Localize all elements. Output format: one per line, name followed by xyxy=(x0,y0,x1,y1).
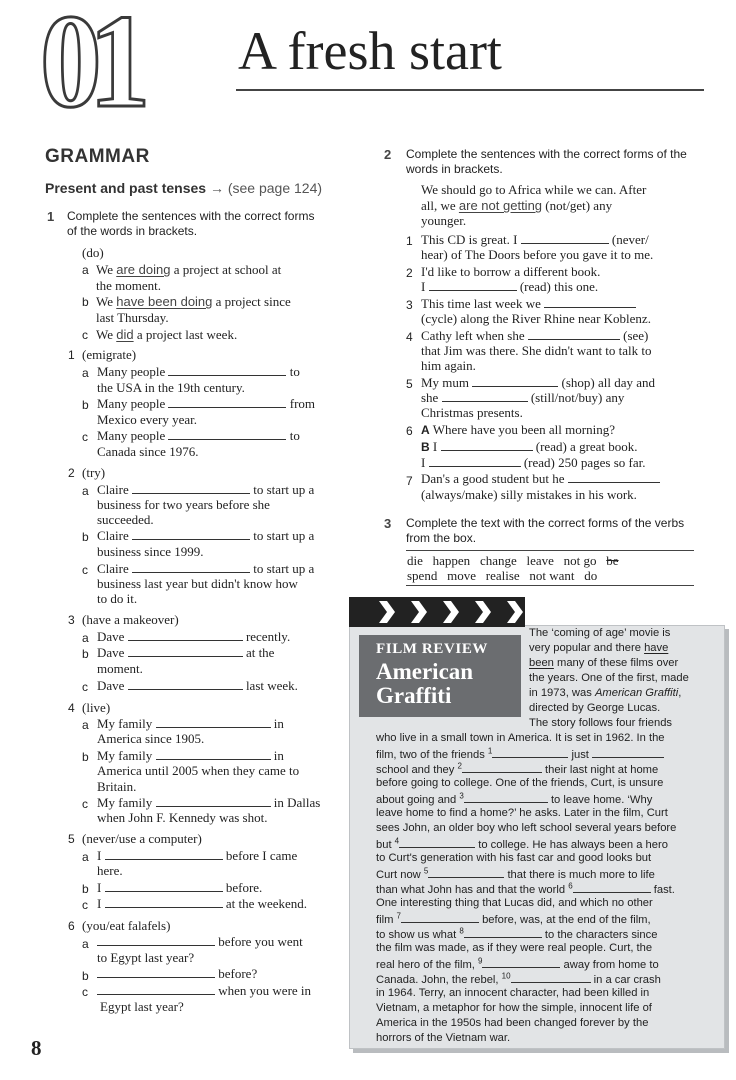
review-text-line: real hero of the film, $^9$ away from home to xyxy=(376,956,659,971)
answer-blank[interactable] xyxy=(568,471,660,483)
question-number: 3 xyxy=(406,298,413,312)
review-text-line: film, two of the friends $^1$ just xyxy=(376,746,664,763)
answer-blank[interactable] xyxy=(492,746,568,758)
answer-blank[interactable] xyxy=(429,279,517,291)
question-number: 1 xyxy=(406,234,413,248)
item-letter: b xyxy=(82,398,89,412)
question-number: 1 xyxy=(68,348,75,362)
review-text-line: the film was made, as if they were real people. Curt, the xyxy=(376,942,653,954)
word-box-item: die xyxy=(407,553,423,568)
unit-title: A fresh start xyxy=(238,21,502,81)
answer-blank[interactable] xyxy=(401,911,479,923)
text-line: business last year but didn't know how xyxy=(97,576,298,591)
answer-blank[interactable] xyxy=(464,926,542,938)
review-text-line: sees John, an older boy who left school several years before xyxy=(376,822,677,834)
section-heading: GRAMMAR xyxy=(45,146,150,167)
review-text-line: in 1973, was American Graffiti, xyxy=(529,687,682,699)
text-line: here. xyxy=(97,863,123,878)
item-prompt: (have a makeover) xyxy=(82,612,179,627)
text-line: hear) of The Doors before you gave it to me. xyxy=(421,247,654,262)
gap-line: she (still/not/buy) any xyxy=(421,390,625,405)
word-box-rule xyxy=(406,550,694,551)
word-box-rule xyxy=(406,585,694,586)
page-number: 8 xyxy=(31,1036,42,1060)
gap-line: I at the weekend. xyxy=(97,896,308,911)
gap-line: Many people from xyxy=(97,396,316,411)
review-text-line: to Curt's generation with his fast car and good looks but xyxy=(376,852,652,864)
item-letter: a xyxy=(82,631,89,645)
review-text-line: America in the 1950s had been changed forever by the xyxy=(376,1017,649,1029)
example-line: We should go to Africa while we can. After xyxy=(421,182,647,197)
review-text-line: Curt now $^5$ that there is much more to life xyxy=(376,866,655,881)
question-number: 5 xyxy=(68,832,75,846)
exercise-number: 3 xyxy=(384,516,392,531)
item-letter: b xyxy=(82,750,89,764)
gap-line: My mum (shop) all day and xyxy=(421,375,656,390)
answer-blank[interactable] xyxy=(156,795,271,807)
gap-line: Cathy left when she (see) xyxy=(421,328,649,343)
item-letter: b xyxy=(82,969,89,983)
film-title: American Graffiti xyxy=(376,659,474,708)
example-line: last Thursday. xyxy=(96,310,169,325)
word-box-row xyxy=(407,568,597,584)
subsection-heading xyxy=(45,180,322,196)
word-box-item: change xyxy=(479,553,517,568)
answer-blank[interactable] xyxy=(132,561,250,573)
text-line: to Egypt last year? xyxy=(97,950,195,965)
gap-line: when you were in xyxy=(97,983,311,999)
answer-blank[interactable] xyxy=(544,296,636,308)
gap-line: I before. xyxy=(97,880,263,895)
text-line: to do it. xyxy=(97,591,138,606)
review-text-line: One interesting thing that Lucas did, and which no other xyxy=(376,897,653,909)
gap-line: My family in xyxy=(97,716,284,731)
gap-line: Many people to xyxy=(97,428,300,443)
item-prompt: (you/eat falafels) xyxy=(82,918,171,933)
example-answer: did xyxy=(116,327,134,342)
review-text-line: The story follows four friends xyxy=(529,717,673,729)
gap-line: Many people to xyxy=(97,364,300,379)
gap-line: My family in xyxy=(97,748,284,763)
item-letter: a xyxy=(82,937,89,951)
text-line: when John F. Kennedy was shot. xyxy=(97,810,268,825)
gap-line: before you went xyxy=(97,934,303,950)
answer-blank[interactable] xyxy=(168,364,286,376)
text-line: that Jim was there. She didn't want to talk to xyxy=(421,343,652,358)
review-text-line: very popular and there have xyxy=(529,642,669,654)
answer-blank[interactable] xyxy=(462,761,542,773)
word-box-item: not go xyxy=(563,553,597,568)
review-text-line: to show us what $^8$ to the characters since xyxy=(376,926,658,941)
exercise-instruction: from the box. xyxy=(406,531,477,545)
answer-blank[interactable] xyxy=(168,428,286,440)
review-text-line: leave home to find a home?’ he asks. Later in the film, Curt xyxy=(376,807,668,819)
example-line: all, we are not getting (not/get) any xyxy=(421,198,613,213)
item-letter: c xyxy=(82,898,88,912)
review-text-line: directed by George Lucas. xyxy=(529,702,661,714)
gap-line: My family in Dallas xyxy=(97,795,321,810)
item-letter: a xyxy=(82,263,89,277)
item-letter: b xyxy=(82,882,89,896)
review-text-line: Canada. John, the rebel, $^{10}$ in a car crash xyxy=(376,971,661,986)
subsection-title: Present and past tenses xyxy=(45,180,207,196)
item-prompt: (try) xyxy=(82,465,106,480)
item-letter: b xyxy=(82,530,89,544)
exercise-instruction: Complete the sentences with the correct forms of the xyxy=(406,147,687,161)
review-text-line: about going and $^3$ to leave home. ‘Why xyxy=(376,791,653,806)
gap-line: I (read) 250 pages so far. xyxy=(421,455,646,470)
text-line: succeeded. xyxy=(97,512,154,527)
answer-blank[interactable] xyxy=(521,232,609,244)
example-line: a We are doing a project at school at xyxy=(82,262,282,277)
answer-blank[interactable] xyxy=(105,896,223,908)
see-page-reference: → (see page 124) xyxy=(209,180,323,196)
question-number: 5 xyxy=(406,377,413,391)
exercise-number: 1 xyxy=(47,209,55,224)
example-line: the moment. xyxy=(96,278,161,293)
text-line: business for two years before she xyxy=(97,497,270,512)
text-line: Canada since 1976. xyxy=(97,444,199,459)
item-prompt: (emigrate) xyxy=(82,347,137,362)
dialogue-line: B I (read) a great book. xyxy=(421,439,638,454)
example-line: c We did a project last week. xyxy=(82,327,238,342)
question-number: 4 xyxy=(406,330,413,344)
item-letter: c xyxy=(82,680,88,694)
item-letter: c xyxy=(82,563,88,577)
example-answer: have xyxy=(644,642,669,654)
answer-blank[interactable] xyxy=(441,439,533,451)
review-text-line: Vietnam, a metaphor for how the simple, innocent life of xyxy=(376,1002,652,1014)
item-letter: c xyxy=(82,430,88,444)
example-answer: have been doing xyxy=(116,294,213,309)
example-line: younger. xyxy=(421,213,467,228)
word-box-row xyxy=(407,553,619,569)
answer-blank[interactable] xyxy=(573,881,651,893)
answer-blank[interactable] xyxy=(429,455,521,467)
answer-blank[interactable] xyxy=(128,678,243,690)
answer-blank[interactable] xyxy=(156,716,271,728)
question-number: 3 xyxy=(68,613,75,627)
answer-blank[interactable] xyxy=(97,983,215,995)
answer-blank[interactable] xyxy=(511,971,591,983)
unit-number: 01 xyxy=(40,0,138,135)
item-prompt: (live) xyxy=(82,700,111,715)
item-prompt: (never/use a computer) xyxy=(82,831,202,846)
answer-blank[interactable] xyxy=(464,791,548,803)
item-letter: a xyxy=(82,484,89,498)
answer-blank[interactable] xyxy=(168,396,286,408)
text-line: America since 1905. xyxy=(97,731,205,746)
answer-blank[interactable] xyxy=(128,645,243,657)
text-line: Mexico every year. xyxy=(97,412,197,427)
answer-blank[interactable] xyxy=(592,746,664,758)
title-rule xyxy=(236,89,704,91)
clapperboard-icon xyxy=(349,597,525,627)
text-line: moment. xyxy=(97,661,143,676)
exercise-number: 2 xyxy=(384,147,392,162)
word-box-item-used: be xyxy=(606,553,619,568)
gap-line: I before I came xyxy=(97,848,298,863)
gap-line: Claire to start up a xyxy=(97,482,315,497)
answer-blank[interactable] xyxy=(428,866,504,878)
review-text-line: film $^7$ before, was, at the end of the film, xyxy=(376,911,651,926)
answer-blank[interactable] xyxy=(528,328,620,340)
text-line: Egypt last year? xyxy=(100,999,184,1014)
item-letter: c xyxy=(82,797,88,811)
item-prompt: (do) xyxy=(82,245,104,260)
review-text-line: been many of these films over xyxy=(529,657,679,669)
text-line: Christmas presents. xyxy=(421,405,523,420)
gap-line: I (read) this one. xyxy=(421,279,599,294)
gap-line: Claire to start up a xyxy=(97,561,315,576)
review-text-line: horrors of the Vietnam war. xyxy=(376,1032,511,1044)
question-number: 7 xyxy=(406,474,413,488)
review-text-line: the years. One of the first, made xyxy=(529,672,689,684)
question-number: 2 xyxy=(406,266,413,280)
exercise-instruction: Complete the text with the correct forms of the verbs xyxy=(406,516,685,530)
word-box-item: realise xyxy=(485,568,520,583)
item-letter: a xyxy=(82,366,89,380)
answer-blank[interactable] xyxy=(97,934,215,946)
answer-blank[interactable] xyxy=(399,836,475,848)
text-line: business since 1999. xyxy=(97,544,204,559)
word-box-item: spend xyxy=(407,568,438,583)
dialogue-line: A Where have you been all morning? xyxy=(421,422,615,437)
gap-line: Dave at the xyxy=(97,645,275,660)
gap-line: This CD is great. I (never/ xyxy=(421,232,649,247)
text-line: the USA in the 19th century. xyxy=(97,380,245,395)
example-answer: been xyxy=(529,657,554,669)
gap-line: before? xyxy=(97,966,257,982)
example-line: b We have been doing a project since xyxy=(82,294,291,309)
gap-line: This time last week we xyxy=(421,296,636,312)
question-number: 2 xyxy=(68,466,75,480)
word-box-item: move xyxy=(447,568,476,583)
review-text-line: than what John has and that the world $^6$ fast. xyxy=(376,881,675,896)
answer-blank[interactable] xyxy=(132,528,250,540)
question-number: 4 xyxy=(68,701,75,715)
gap-line: Dan's a good student but he xyxy=(421,471,660,487)
example-answer: are doing xyxy=(116,262,171,277)
exercise-instruction: words in brackets. xyxy=(406,162,503,176)
answer-blank[interactable] xyxy=(97,966,215,978)
text-line: (always/make) silly mistakes in his work. xyxy=(421,487,637,502)
review-text-line: who live in a small town in America. It is set in 1962. In the xyxy=(376,732,665,744)
question-number: 6 xyxy=(406,424,413,438)
review-text-line: in 1964. Terry, an innocent character, had been killed in xyxy=(376,987,650,999)
review-text-line: before going to college. One of the friends, Curt, is unsure xyxy=(376,777,664,789)
question-number: 6 xyxy=(68,919,75,933)
exercise-instruction: Complete the sentences with the correct forms xyxy=(67,209,315,223)
text-line: America until 2005 when they came to xyxy=(97,763,300,778)
item-letter: b xyxy=(82,647,89,661)
item-letter: a xyxy=(82,850,89,864)
answer-blank[interactable] xyxy=(128,629,243,641)
example-answer: are not getting xyxy=(458,198,543,213)
review-text-line: but $^4$ to college. He has always been a hero xyxy=(376,836,668,851)
answer-blank[interactable] xyxy=(132,482,250,494)
answer-blank[interactable] xyxy=(482,956,560,968)
text-line: him again. xyxy=(421,358,476,373)
gap-line: Claire to start up a xyxy=(97,528,315,543)
answer-blank[interactable] xyxy=(105,880,223,892)
review-text-line: The ‘coming of age’ movie is xyxy=(529,627,671,639)
item-letter: a xyxy=(82,718,89,732)
word-box-item: leave xyxy=(526,553,554,568)
word-box-item: happen xyxy=(432,553,471,568)
review-text-line: school and they $^2$ their last night at home xyxy=(376,761,659,776)
answer-blank[interactable] xyxy=(156,748,271,760)
word-box-item: not want xyxy=(529,568,575,583)
text-line: Britain. xyxy=(97,779,137,794)
text-line: I'd like to borrow a different book. xyxy=(421,264,601,279)
gap-line: Dave recently. xyxy=(97,629,291,644)
exercise-instruction: of the words in brackets. xyxy=(67,224,198,238)
answer-blank[interactable] xyxy=(442,390,528,402)
film-review-label: FILM REVIEW xyxy=(376,641,489,657)
answer-blank[interactable] xyxy=(105,848,223,860)
answer-blank[interactable] xyxy=(472,375,558,387)
word-box-item: do xyxy=(584,568,598,583)
item-letter: c xyxy=(82,985,88,999)
text-line: (cycle) along the River Rhine near Koblenz. xyxy=(421,311,651,326)
gap-line: Dave last week. xyxy=(97,678,298,693)
